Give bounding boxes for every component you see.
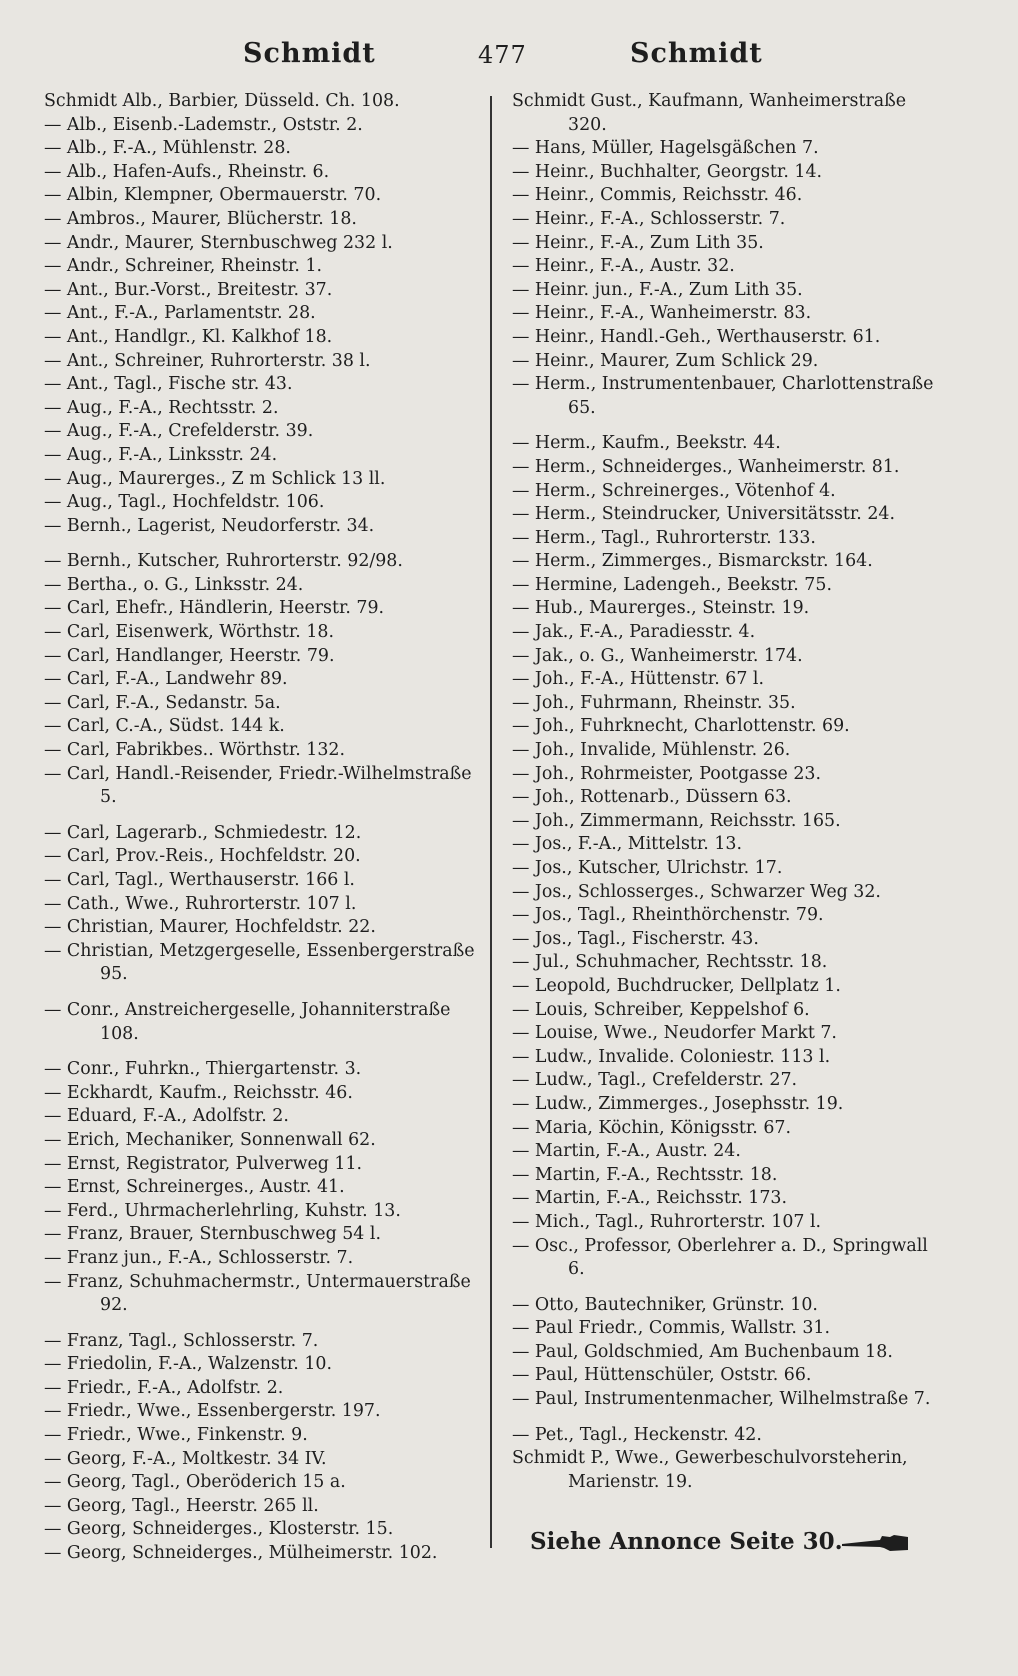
directory-entry: — Georg, Schneiderges., Mülheimerstr. 102. [44, 1543, 438, 1564]
directory-entry: — Paul, Hüttenschüler, Oststr. 66. [512, 1365, 812, 1386]
directory-entry: — Georg, Tagl., Heerstr. 265 ll. [44, 1495, 319, 1516]
page-number: 477 [478, 41, 527, 69]
directory-entry: — Louise, Wwe., Neudorfer Markt 7. [512, 1023, 837, 1044]
directory-entry: — Friedr., F.-A., Adolfstr. 2. [44, 1377, 284, 1398]
directory-entry: — Otto, Bautechniker, Grünstr. 10. [512, 1294, 818, 1315]
directory-entry: — Jos., Kutscher, Ulrichstr. 17. [512, 858, 783, 878]
directory-entry: — Conr., Fuhrkn., Thiergartenstr. 3. [44, 1059, 362, 1080]
directory-entry: — Heinr., F.-A., Zum Lith 35. [512, 232, 764, 253]
directory-entry: — Albin, Klempner, Obermauerstr. 70. [44, 185, 382, 206]
directory-entry: Schmidt Alb., Barbier, Düsseld. Ch. 108. [44, 91, 400, 111]
left-column [44, 90, 479, 1566]
directory-entry: — Ambros., Maurer, Blücherstr. 18. [44, 208, 357, 229]
directory-entry: — Carl, Prov.-Reis., Hochfeldstr. 20. [44, 846, 361, 867]
column-divider [490, 96, 492, 1548]
advertisement-reference: Siehe Annonce Seite 30. [530, 1528, 843, 1555]
directory-entry: — Heinr., Maurer, Zum Schlick 29. [512, 350, 819, 371]
directory-entry: — Carl, Eisenwerk, Wörthstr. 18. [44, 622, 334, 643]
directory-entry: — Aug., Maurerges., Z m Schlick 13 ll. [44, 468, 386, 489]
directory-entry: — Georg, Tagl., Oberöderich 15 a. [44, 1472, 346, 1493]
directory-entry: — Eduard, F.-A., Adolfstr. 2. [44, 1106, 289, 1127]
directory-entry: — Ludw., Tagl., Crefelderstr. 27. [512, 1070, 798, 1091]
directory-entry: — Bertha., o. G., Linksstr. 24. [44, 574, 304, 595]
directory-entry: — Jak., F.-A., Paradiesstr. 4. [512, 622, 756, 643]
directory-entry: — Andr., Maurer, Sternbuschweg 232 l. [44, 232, 393, 253]
directory-entry: — Carl, Ehefr., Händlerin, Heerstr. 79. [44, 598, 385, 619]
directory-entry: — Jos., Tagl., Fischerstr. 43. [512, 928, 759, 949]
directory-entry: — Hermine, Ladengeh., Beekstr. 75. [512, 574, 832, 595]
directory-entry: — Carl, Handl.-Reisender, Friedr.-Wilhelmstraße 5. [44, 763, 472, 808]
directory-entry: — Jul., Schuhmacher, Rechtsstr. 18. [512, 952, 828, 973]
directory-entry: — Bernh., Kutscher, Ruhrorterstr. 92/98. [44, 551, 403, 572]
directory-entry: — Franz, Schuhmachermstr., Untermauerstraße 92. [44, 1271, 471, 1316]
directory-entry: — Herm., Steindrucker, Universitätsstr. 24. [512, 504, 896, 525]
directory-entry: — Heinr., Commis, Reichsstr. 46. [512, 185, 803, 206]
directory-entry: — Ant., Bur.-Vorst., Breitestr. 37. [44, 279, 333, 300]
directory-entry: — Joh., Rohrmeister, Pootgasse 23. [512, 763, 821, 784]
directory-entry: Schmidt Gust., Kaufmann, Wanheimerstraße 320. [512, 91, 907, 135]
directory-entry: — Ant., F.-A., Parlamentstr. 28. [44, 303, 316, 324]
page-header [0, 38, 1018, 78]
directory-entry: — Franz, Tagl., Schlosserstr. 7. [44, 1330, 319, 1351]
directory-entry: — Heinr., F.-A., Austr. 32. [512, 256, 735, 277]
directory-entry: — Bernh., Lagerist, Neudorferstr. 34. [44, 515, 375, 536]
running-head-right: Schmidt [630, 38, 763, 69]
directory-entry: — Joh., F.-A., Hüttenstr. 67 l. [512, 669, 765, 690]
directory-entry: — Carl, Fabrikbes.. Wörthstr. 132. [44, 740, 346, 761]
directory-entry: — Joh., Rottenarb., Düssern 63. [512, 787, 792, 808]
directory-entry: — Carl, C.-A., Südst. 144 k. [44, 716, 285, 737]
directory-entry: Schmidt P., Wwe., Gewerbeschulvorsteherin, Marienstr. 19. [512, 1448, 908, 1492]
directory-entry: — Erich, Mechaniker, Sonnenwall 62. [44, 1129, 376, 1150]
directory-entry: — Friedr., Wwe., Finkenstr. 9. [44, 1425, 308, 1446]
directory-entry: — Ant., Handlgr., Kl. Kalkhof 18. [44, 326, 333, 347]
directory-entry: — Joh., Fuhrknecht, Charlottenstr. 69. [512, 716, 850, 737]
directory-entry: — Georg, Schneiderges., Klosterstr. 15. [44, 1519, 394, 1540]
directory-entry: — Herm., Schneiderges., Wanheimerstr. 81. [512, 456, 900, 477]
directory-entry: — Paul Friedr., Commis, Wallstr. 31. [512, 1318, 831, 1339]
directory-entry: — Mich., Tagl., Ruhrorterstr. 107 l. [512, 1211, 822, 1232]
directory-entry: — Martin, F.-A., Austr. 24. [512, 1141, 741, 1162]
directory-entry: — Alb., Hafen-Aufs., Rheinstr. 6. [44, 161, 330, 182]
directory-entry: — Carl, Lagerarb., Schmiedestr. 12. [44, 822, 362, 843]
directory-entry: — Joh., Invalide, Mühlenstr. 26. [512, 740, 791, 761]
directory-entry: — Paul, Instrumentenmacher, Wilhelmstraße 7. [512, 1389, 931, 1410]
directory-entry: — Aug., F.-A., Rechtsstr. 2. [44, 397, 279, 418]
directory-entry: — Carl, F.-A., Sedanstr. 5a. [44, 692, 281, 713]
directory-entry: — Ludw., Zimmerges., Josephsstr. 19. [512, 1093, 844, 1114]
directory-entry: — Leopold, Buchdrucker, Dellplatz 1. [512, 975, 841, 996]
directory-entry: — Heinr., F.-A., Wanheimerstr. 83. [512, 303, 812, 324]
directory-entry: — Jos., Tagl., Rheinthörchenstr. 79. [512, 905, 824, 926]
directory-entry: — Jak., o. G., Wanheimerstr. 174. [512, 645, 803, 666]
directory-entry: — Hans, Müller, Hagelsgäßchen 7. [512, 138, 819, 159]
directory-entry: — Conr., Anstreichergeselle, Johanniterstraße 108. [44, 999, 451, 1044]
directory-entry: — Alb., Eisenb.-Lademstr., Oststr. 2. [44, 114, 363, 135]
directory-entry: — Heinr., Handl.-Geh., Werthauserstr. 61. [512, 326, 881, 347]
directory-entry: — Maria, Köchin, Königsstr. 67. [512, 1117, 791, 1138]
directory-entry: — Ernst, Schreinerges., Austr. 41. [44, 1177, 345, 1198]
directory-entry: — Aug., Tagl., Hochfeldstr. 106. [44, 492, 325, 513]
right-column [512, 90, 944, 1494]
pointing-hand-icon [840, 1534, 910, 1552]
directory-entry: — Friedr., Wwe., Essenbergerstr. 197. [44, 1401, 381, 1422]
directory-entry: — Herm., Tagl., Ruhrorterstr. 133. [512, 527, 816, 548]
directory-entry: — Franz jun., F.-A., Schlosserstr. 7. [44, 1247, 354, 1268]
directory-entry: — Martin, F.-A., Rechtsstr. 18. [512, 1164, 778, 1185]
directory-entry: — Jos., Schlosserges., Schwarzer Weg 32. [512, 881, 881, 902]
directory-entry: — Pet., Tagl., Heckenstr. 42. [512, 1424, 762, 1445]
directory-entry: — Alb., F.-A., Mühlenstr. 28. [44, 138, 291, 159]
directory-entry: — Martin, F.-A., Reichsstr. 173. [512, 1188, 788, 1209]
directory-entry: — Christian, Maurer, Hochfeldstr. 22. [44, 917, 376, 938]
directory-entry: — Joh., Fuhrmann, Rheinstr. 35. [512, 692, 796, 713]
directory-entry: — Heinr., F.-A., Schlosserstr. 7. [512, 208, 786, 229]
directory-entry: — Ferd., Uhrmacherlehrling, Kuhstr. 13. [44, 1200, 401, 1221]
directory-entry: — Osc., Professor, Oberlehrer a. D., Springwall 6. [512, 1235, 928, 1280]
directory-entry: — Ant., Tagl., Fische str. 43. [44, 374, 293, 395]
directory-entry: — Georg, F.-A., Moltkestr. 34 IV. [44, 1448, 327, 1469]
directory-entry: — Ant., Schreiner, Ruhrorterstr. 38 l. [44, 350, 371, 371]
directory-entry: — Heinr. jun., F.-A., Zum Lith 35. [512, 279, 803, 300]
directory-entry: — Hub., Maurerges., Steinstr. 19. [512, 598, 810, 619]
directory-entry: — Ludw., Invalide. Coloniestr. 113 l. [512, 1046, 831, 1067]
directory-entry: — Herm., Instrumentenbauer, Charlottenstraße 65. [512, 374, 934, 418]
directory-entry: — Jos., F.-A., Mittelstr. 13. [512, 834, 742, 855]
directory-entry: — Aug., F.-A., Crefelderstr. 39. [44, 421, 314, 442]
directory-entry: — Christian, Metzgergeselle, Essenbergerstraße 95. [44, 940, 475, 985]
directory-entry: — Aug., F.-A., Linksstr. 24. [44, 444, 278, 465]
directory-entry: — Andr., Schreiner, Rheinstr. 1. [44, 256, 323, 277]
running-head-left: Schmidt [243, 38, 376, 69]
directory-entry: — Friedolin, F.-A., Walzenstr. 10. [44, 1354, 333, 1375]
directory-entry: — Carl, Handlanger, Heerstr. 79. [44, 645, 335, 666]
directory-entry: — Joh., Zimmermann, Reichsstr. 165. [512, 810, 841, 831]
directory-entry: — Herm., Zimmerges., Bismarckstr. 164. [512, 551, 873, 572]
directory-entry: — Herm., Kaufm., Beekstr. 44. [512, 433, 781, 454]
directory-entry: — Ernst, Registrator, Pulverweg 11. [44, 1153, 363, 1174]
directory-entry: — Louis, Schreiber, Keppelshof 6. [512, 999, 810, 1020]
directory-entry: — Carl, F.-A., Landwehr 89. [44, 669, 288, 690]
directory-entry: — Carl, Tagl., Werthauserstr. 166 l. [44, 870, 355, 890]
directory-entry: — Cath., Wwe., Ruhrorterstr. 107 l. [44, 893, 357, 914]
directory-entry: — Herm., Schreinerges., Vötenhof 4. [512, 480, 836, 501]
directory-entry: — Paul, Goldschmied, Am Buchenbaum 18. [512, 1341, 893, 1362]
directory-entry: — Eckhardt, Kaufm., Reichsstr. 46. [44, 1082, 353, 1103]
directory-entry: — Franz, Brauer, Sternbuschweg 54 l. [44, 1224, 381, 1245]
directory-entry: — Heinr., Buchhalter, Georgstr. 14. [512, 161, 823, 182]
